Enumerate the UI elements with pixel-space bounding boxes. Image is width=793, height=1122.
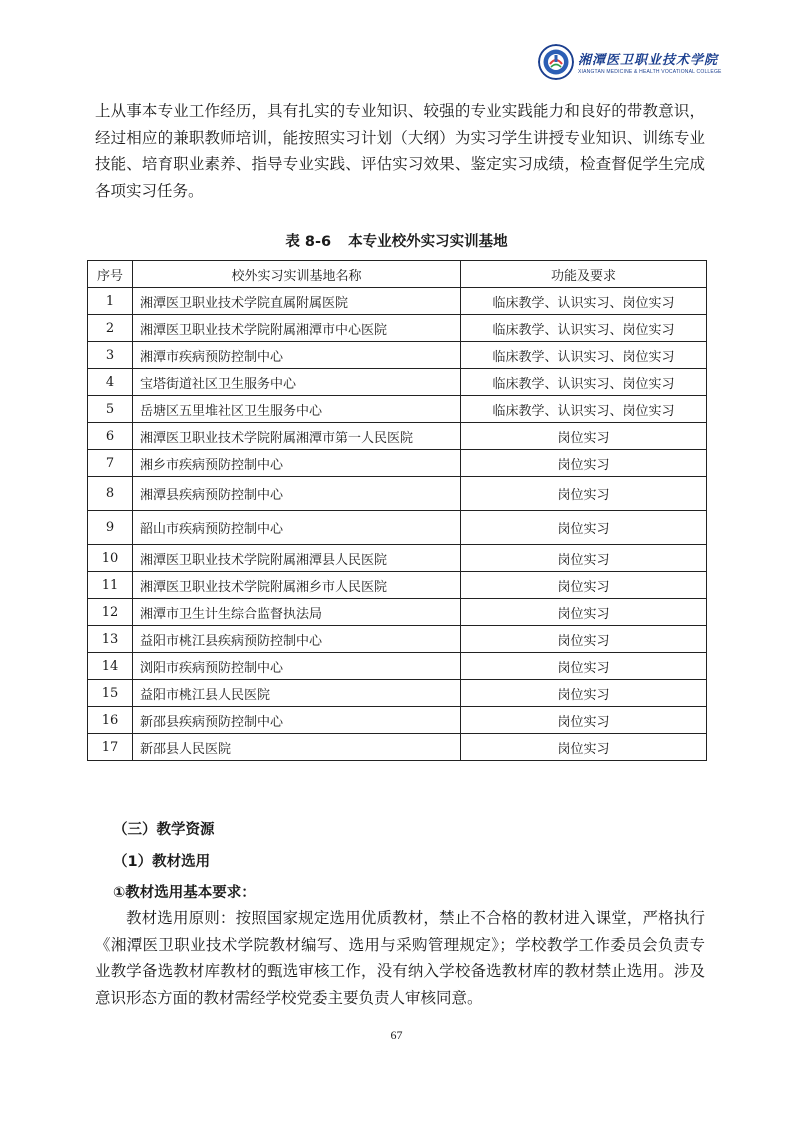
row-index: 13 xyxy=(88,626,133,653)
intro-paragraph: 上从事本专业工作经历，具有扎实的专业知识、较强的专业实践能力和良好的带教意识，经过相应的兼职教师培训，能按照实习计划（大纲）为实习学生讲授专业知识、训练专业技能、培育职业素养、指导专业实践、评估实习效果、鉴定实习成绩，检查督促学生完成各项实习任务。 xyxy=(95,102,705,200)
row-base-name: 浏阳市疾病预防控制中心 xyxy=(133,653,461,680)
row-function: 临床教学、认识实习、岗位实习 xyxy=(461,396,707,423)
row-index: 17 xyxy=(88,734,133,761)
row-function: 岗位实习 xyxy=(461,599,707,626)
table-row xyxy=(88,734,707,761)
row-base-name: 湘潭市卫生计生综合监督执法局 xyxy=(133,599,461,626)
row-function: 岗位实习 xyxy=(461,423,707,450)
table-row xyxy=(88,653,707,680)
row-function: 临床教学、认识实习、岗位实习 xyxy=(461,288,707,315)
row-base-name: 新邵县人民医院 xyxy=(133,734,461,761)
table-row xyxy=(88,626,707,653)
row-index: 12 xyxy=(88,599,133,626)
row-index: 1 xyxy=(88,288,133,315)
table-row xyxy=(88,450,707,477)
row-function: 岗位实习 xyxy=(461,734,707,761)
row-function: 岗位实习 xyxy=(461,511,707,545)
table-row xyxy=(88,315,707,342)
row-function: 岗位实习 xyxy=(461,545,707,572)
row-index: 15 xyxy=(88,680,133,707)
internship-base-table xyxy=(87,260,707,761)
row-index: 16 xyxy=(88,707,133,734)
row-index: 2 xyxy=(88,315,133,342)
row-base-name: 湘潭医卫职业技术学院附属湘乡市人民医院 xyxy=(133,572,461,599)
row-index: 10 xyxy=(88,545,133,572)
row-base-name: 湘潭医卫职业技术学院附属湘潭市第一人民医院 xyxy=(133,423,461,450)
table-row xyxy=(88,477,707,511)
row-base-name: 益阳市桃江县疾病预防控制中心 xyxy=(133,626,461,653)
table-caption-title: 本专业校外实习实训基地 xyxy=(348,234,508,250)
table-row xyxy=(88,572,707,599)
table-row xyxy=(88,599,707,626)
row-index: 6 xyxy=(88,423,133,450)
row-function: 临床教学、认识实习、岗位实习 xyxy=(461,315,707,342)
table-row xyxy=(88,342,707,369)
principle-paragraph: 教材选用原则：按照国家规定选用优质教材，禁止不合格的教材进入课堂，严格执行《湘潭医卫职业技术学院教材编写、选用与采购管理规定》；学校教学工作委员会负责专业教学备选教材库教材的甄选审核工作，没有纳入学校备选教材库的教材禁止选用。涉及意识形态方面的教材需经学校党委主要负责人审核同意。 xyxy=(95,909,705,1007)
row-function: 岗位实习 xyxy=(461,450,707,477)
college-logo xyxy=(538,40,722,84)
logo-chinese-name: 湘潭医卫职业技术学院 xyxy=(578,53,719,68)
college-emblem-icon xyxy=(538,44,574,80)
header-function: 功能及要求 xyxy=(461,261,707,288)
row-base-name: 韶山市疾病预防控制中心 xyxy=(133,511,461,545)
row-index: 4 xyxy=(88,369,133,396)
row-function: 临床教学、认识实习、岗位实习 xyxy=(461,369,707,396)
row-base-name: 宝塔街道社区卫生服务中心 xyxy=(133,369,461,396)
subsection-heading: （1）教材选用 xyxy=(113,854,211,870)
table-row xyxy=(88,545,707,572)
table-row xyxy=(88,680,707,707)
page-number: 67 xyxy=(390,1028,403,1042)
row-function: 岗位实习 xyxy=(461,572,707,599)
header-base-name: 校外实习实训基地名称 xyxy=(133,261,461,288)
section-heading: （三）教学资源 xyxy=(113,822,215,838)
row-index: 8 xyxy=(88,477,133,511)
row-function: 岗位实习 xyxy=(461,680,707,707)
row-function: 岗位实习 xyxy=(461,477,707,511)
row-base-name: 湘潭县疾病预防控制中心 xyxy=(133,477,461,511)
table-caption xyxy=(0,230,793,251)
row-base-name: 湘潭医卫职业技术学院附属湘潭县人民医院 xyxy=(133,545,461,572)
table-row xyxy=(88,511,707,545)
requirement-heading: ①教材选用基本要求： xyxy=(113,885,256,901)
table-row xyxy=(88,423,707,450)
table-header-row xyxy=(88,261,707,288)
table-row xyxy=(88,707,707,734)
table-caption-number: 表 8-6 xyxy=(285,234,332,250)
row-base-name: 岳塘区五里堆社区卫生服务中心 xyxy=(133,396,461,423)
logo-english-name: XIANGTAN MEDICINE & HEALTH VOCATIONAL COLLEGE xyxy=(578,69,722,75)
header-index: 序号 xyxy=(88,261,133,288)
row-base-name: 益阳市桃江县人民医院 xyxy=(133,680,461,707)
table-row xyxy=(88,396,707,423)
table-row xyxy=(88,288,707,315)
row-function: 岗位实习 xyxy=(461,626,707,653)
row-index: 14 xyxy=(88,653,133,680)
row-function: 岗位实习 xyxy=(461,707,707,734)
table-row xyxy=(88,369,707,396)
row-function: 临床教学、认识实习、岗位实习 xyxy=(461,342,707,369)
row-index: 3 xyxy=(88,342,133,369)
row-index: 7 xyxy=(88,450,133,477)
row-function: 岗位实习 xyxy=(461,653,707,680)
row-base-name: 湘潭医卫职业技术学院直属附属医院 xyxy=(133,288,461,315)
row-base-name: 湘乡市疾病预防控制中心 xyxy=(133,450,461,477)
row-index: 9 xyxy=(88,511,133,545)
row-base-name: 湘潭市疾病预防控制中心 xyxy=(133,342,461,369)
row-index: 5 xyxy=(88,396,133,423)
row-base-name: 新邵县疾病预防控制中心 xyxy=(133,707,461,734)
row-base-name: 湘潭医卫职业技术学院附属湘潭市中心医院 xyxy=(133,315,461,342)
row-index: 11 xyxy=(88,572,133,599)
